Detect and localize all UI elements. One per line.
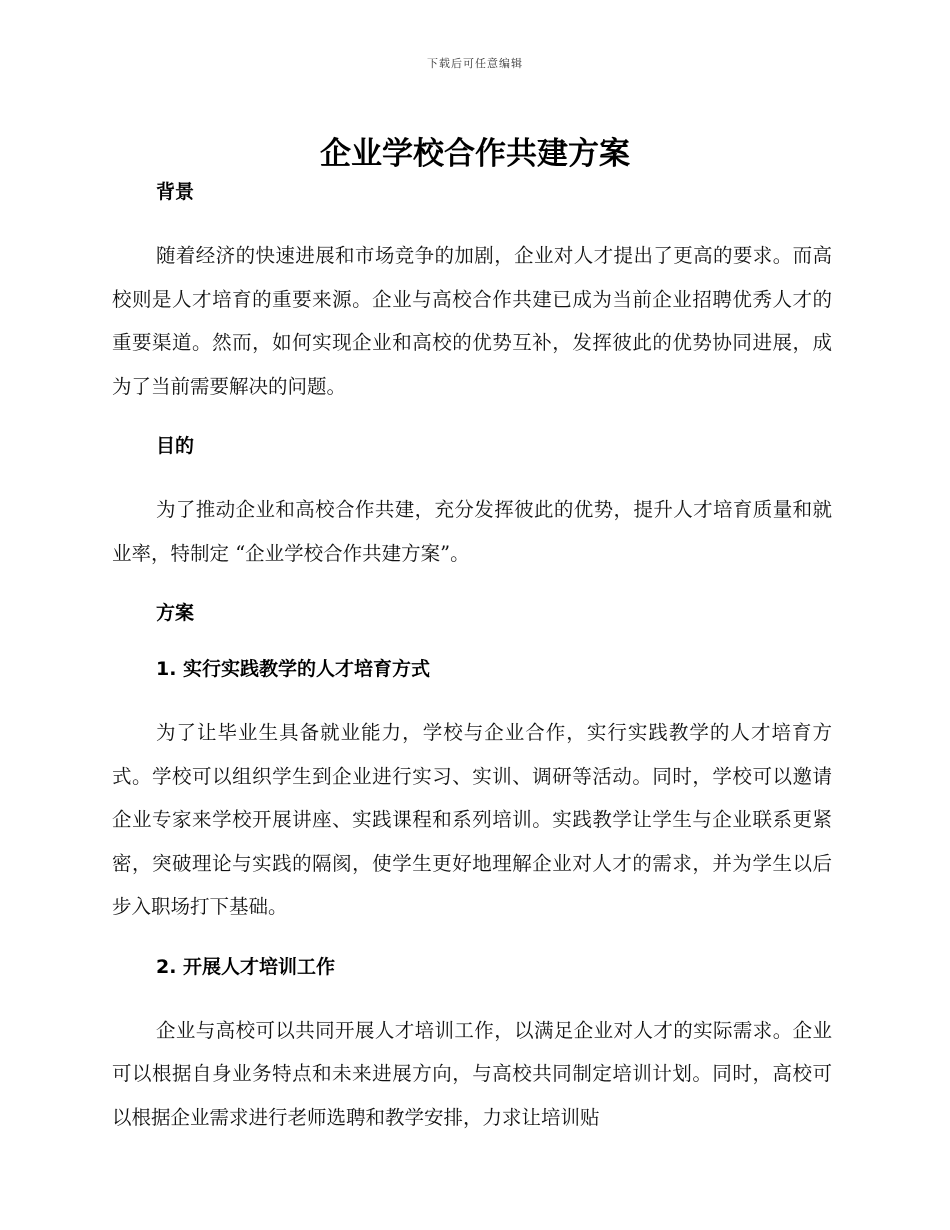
section-heading-plan: 方案 [156,602,195,624]
paragraph-background: 随着经济的快速进展和市场竞争的加剧，企业对人才提出了更高的要求。而高校则是人才培育的重要来源。企业与高校合作共建已成为当前企业招聘优秀人才的重要渠道。然而，如何实现企业和高校的优势互补，发挥彼此的优势协同进展，成为了当前需要解决的问题。 [112,244,832,398]
document-title: 企业学校合作共建方案 [320,136,630,172]
section-heading-purpose: 目的 [156,435,195,457]
header-note: 下载后可任意编辑 [427,57,523,70]
section-heading-background: 背景 [156,181,195,203]
subsection-heading-practice-teaching: 1. 实行实践教学的人才培育方式 [156,658,431,680]
document-body [112,178,832,1139]
subsection-heading-talent-training: 2. 开展人才培训工作 [156,955,336,978]
paragraph-purpose: 为了推动企业和高校合作共建，充分发挥彼此的优势，提升人才培育质量和就业率，特制定 “企业学校合作共建方案”。 [112,498,832,565]
paragraph-talent-training: 企业与高校可以共同开展人才培训工作，以满足企业对人才的实际需求。企业可以根据自身业务特点和未来进展方向，与高校共同制定培训计划。同时，高校可以根据企业需求进行老师选聘和教学安排，力求让培训贴 [112,1018,832,1129]
paragraph-practice-teaching: 为了让毕业生具备就业能力，学校与企业合作，实行实践教学的人才培育方式。学校可以组织学生到企业进行实习、实训、调研等活动。同时，学校可以邀请企业专家来学校开展讲座、实践课程和系列培训。实践教学让学生与企业联系更紧密，突破理论与实践的隔阂，使学生更好地理解企业对人才的需求，并为学生以后步入职场打下基础。 [112,721,832,918]
